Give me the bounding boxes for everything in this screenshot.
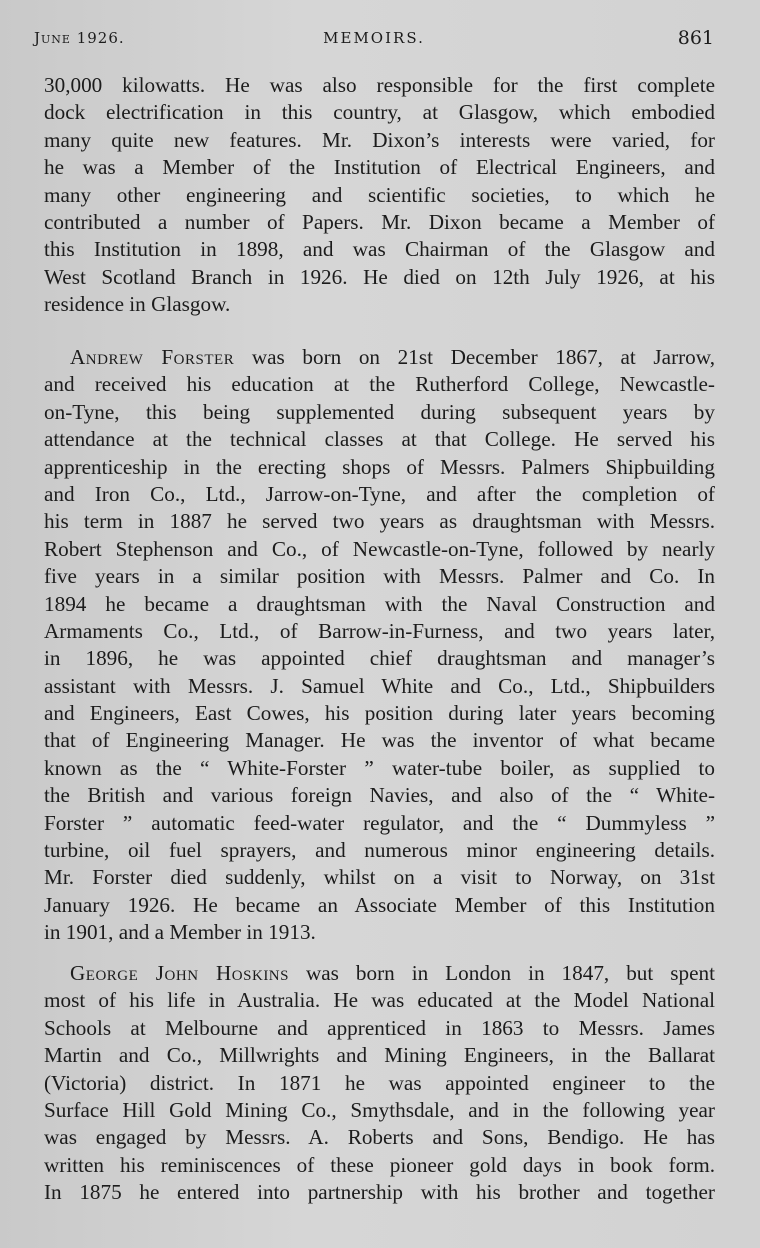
memoir-paragraph-forster (44, 344, 715, 947)
header-section-title: MEMOIRS. (323, 29, 425, 47)
text-line: turbine, oil fuel sprayers, and numerous minor engineering details. (44, 838, 715, 863)
memoir-paragraph-hoskins (44, 960, 715, 1207)
text-line: residence in Glasgow. (44, 292, 231, 317)
text-line: and Engineers, East Cowes, his position during later years becoming (44, 701, 715, 726)
text-line (44, 344, 715, 371)
memoir-paragraph-dixon (44, 72, 715, 319)
text-line: this Institution in 1898, and was Chairman of the Glasgow and (44, 237, 715, 262)
running-header (34, 24, 714, 52)
memoir-name: George John Hoskins (70, 961, 289, 985)
text-line: contributed a number of Papers. Mr. Dixon became a Member of (44, 209, 715, 234)
text-line: many quite new features. Mr. Dixon’s interests were varied, for (44, 127, 715, 152)
text-line: his term in 1887 he served two years as draughtsman with Messrs. (44, 509, 715, 534)
memoir-name: Andrew Forster (70, 345, 235, 369)
text-line: Armaments Co., Ltd., of Barrow-in-Furness, and two years later, (44, 618, 715, 643)
header-date: June 1926. (34, 29, 125, 47)
text-line: many other engineering and scientific societies, to which he (44, 182, 715, 207)
text-line: most of his life in Australia. He was educated at the Model National (44, 988, 715, 1013)
text-line: on-Tyne, this being supplemented during subsequent years by (44, 399, 715, 424)
text-line: Surface Hill Gold Mining Co., Smythsdale, and in the following year (44, 1097, 715, 1122)
text-line: and Iron Co., Ltd., Jarrow-on-Tyne, and after the completion of (44, 481, 715, 506)
text-line: attendance at the technical classes at that College. He served his (44, 427, 715, 452)
text-line: apprenticeship in the erecting shops of Messrs. Palmers Shipbuilding (44, 454, 715, 479)
text-line: In 1875 he entered into partnership with his brother and together (44, 1180, 715, 1205)
text-line (44, 960, 715, 987)
text-line: assistant with Messrs. J. Samuel White and Co., Ltd., Shipbuilders (44, 673, 715, 698)
text-line: January 1926. He became an Associate Member of this Institution (44, 892, 715, 917)
text-line: Martin and Co., Millwrights and Mining Engineers, in the Ballarat (44, 1043, 715, 1068)
page-number: 861 (677, 27, 714, 49)
text-line: known as the “ White-Forster ” water-tube boiler, as supplied to (44, 755, 715, 780)
text-line: in 1896, he was appointed chief draughtsman and manager’s (44, 646, 715, 671)
text-line: the British and various foreign Navies, and also of the “ White- (44, 783, 715, 808)
text-line: 1894 he became a draughtsman with the Naval Construction and (44, 591, 715, 616)
text-line: he was a Member of the Institution of Electrical Engineers, and (44, 155, 715, 180)
text-line: in 1901, and a Member in 1913. (44, 920, 316, 945)
text-line: Schools at Melbourne and apprenticed in 1863 to Messrs. James (44, 1015, 715, 1040)
text-line-rest: was born in London in 1847, but spent (305, 961, 715, 985)
text-line: was engaged by Messrs. A. Roberts and Sons, Bendigo. He has (44, 1125, 715, 1150)
text-line-rest: was born on 21st December 1867, at Jarrow, (251, 345, 715, 369)
text-line: and received his education at the Rutherford College, Newcastle- (44, 372, 715, 397)
text-line: five years in a similar position with Messrs. Palmer and Co. In (44, 564, 715, 589)
text-line: dock electrification in this country, at Glasgow, which embodied (44, 100, 715, 125)
text-line: Mr. Forster died suddenly, whilst on a visit to Norway, on 31st (44, 865, 715, 890)
text-line: Forster ” automatic feed-water regulator, and the “ Dummyless ” (44, 810, 715, 835)
text-line: 30,000 kilowatts. He was also responsible for the first complete (44, 73, 715, 97)
text-line: Robert Stephenson and Co., of Newcastle-on-Tyne, followed by nearly (44, 536, 715, 561)
text-line: (Victoria) district. In 1871 he was appointed engineer to the (44, 1070, 715, 1095)
text-line: that of Engineering Manager. He was the inventor of what became (44, 728, 715, 753)
text-line: written his reminiscences of these pioneer gold days in book form. (44, 1152, 715, 1177)
text-line: West Scotland Branch in 1926. He died on 12th July 1926, at his (44, 264, 715, 289)
